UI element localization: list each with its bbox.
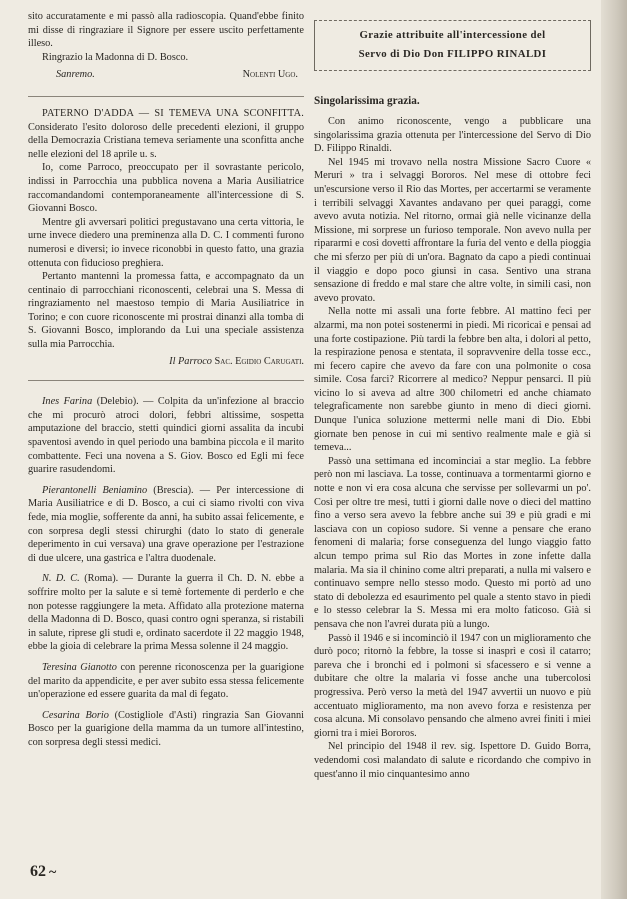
- intro-signature: [28, 68, 304, 82]
- entry-text: (Delebio). — Colpita da un'infezione al braccio che mi procurò atroci dolori, febbri altissime, sospetta amputazione del braccio, stetti quindici giorni assalita da incubi spaventosi avendo in quel periodo una bambina piccola e il marito combattente. Feci una novena a S. Giov. Bosco ed Egli mi fece guarire rasudendomi.: [28, 396, 304, 476]
- paterno-sign-role: Il Parroco: [169, 355, 212, 367]
- article-paragraph: Nel principio del 1948 il rev. sig. Ispettore D. Guido Borra, vedendomi così malandato di salute e ricordando che compivo in quest'anno il mio cinquantesimo anno: [314, 741, 591, 780]
- grace-entry: [28, 395, 304, 477]
- grace-entry: [28, 484, 304, 566]
- paterno-p3: Mentre gli avversari politici pregustavano una certa vittoria, le urne invece diedero una preminenza alla D. C. I commenti furono numerosi e diversi; io invece riconobbi in questo fatto, una grazia ottenuta con fiducioso preghiera.: [28, 216, 304, 269]
- box-line-1: Grazie attribuite all'intercessione del: [359, 29, 546, 41]
- intro-text: sito accuratamente e mi passò alla radioscopia. Quand'ebbe finito mi disse di ringraziare il Signore per essere uscito perfettamente illeso.: [28, 11, 304, 50]
- entry-text: (Roma). — Durante la guerra il Ch. D. N. ebbe a soffrire molto per la salute e si temè fortemente di perderlo e che non potesse raggiungere la meta. Affidato alla protezione materna della Madonna di D. Bosco, quasi contro ogni speranza, si ristabilì in salute, riprese gli studi e, ordinato sacerdote il 22 maggio 1948, ebbe la gioia di celebrare la prima Messa solenne il 24 maggio.: [28, 573, 304, 653]
- entry-name: N. D. C.: [42, 573, 80, 585]
- paterno-heading: PATERNO D'ADDA — SI TEMEVA UNA SCONFITTA.: [42, 107, 304, 119]
- intro-thanks: Ringrazio la Madonna di D. Bosco.: [42, 51, 189, 63]
- left-column: [28, 0, 304, 757]
- paterno-p2: Io, come Parroco, preoccupato per il sovrastante pericolo, indissi in Parrocchia una pubblica novena a Maria Ausiliatrice raccomandandomi contemporaneamente all'intercessione di S. Giovanni Bosco.: [28, 162, 304, 215]
- page-edge-shadow: [601, 0, 627, 899]
- entry-name: Teresina Gianotto: [42, 661, 117, 673]
- entry-name: Cesarina Borio: [42, 709, 109, 721]
- article-paragraph: Con animo riconoscente, vengo a pubblicare una singolarissima grazia ottenuta per l'intercessione del Servo di Dio D. Filippo Rinaldi.: [314, 116, 591, 155]
- box-line-2-prefix: Servo di Dio Don: [358, 48, 444, 60]
- paterno-paragraph-1: [28, 107, 304, 161]
- grace-entry: [28, 709, 304, 750]
- paterno-sign-name: Sac. Egidio Carugati.: [214, 355, 304, 367]
- intro-name: Nolenti Ugo.: [242, 69, 298, 81]
- page-number-value: 62: [30, 863, 46, 880]
- tilde-ornament-icon: ~: [49, 865, 57, 880]
- box-line-2: [319, 46, 586, 62]
- intro-place: Sanremo.: [56, 69, 95, 81]
- paterno-p1: Considerato l'esito doloroso delle precedenti elezioni, il gruppo della Democrazia Cristiana temeva seriamente una sconfitta anche nelle elezioni del 18 aprile u. s.: [28, 121, 304, 160]
- grace-entry: [28, 572, 304, 654]
- article-paragraph: Nel 1945 mi trovavo nella nostra Missione Sacro Cuore « Meruri » tra i selvaggi Bororos. Nel mese di ottobre feci un'escursione verso il Rio das Mortes, per accertarmi se veramente i terribili selvaggi Xavantes andavano per quei paraggi, come avevo avuta notizia. Nel ritorno, ormai già nelle vicinanze della Missione, mi sorprese un furioso temporale. Non avevo nulla per ripararmi e così dovetti affrontare la furia del vento e della pioggia che mi sferzo per più di un'ora. Bagnato da capo a piedi continuai il viaggio e dopo poco giunsi in casa. Sentivo una strana sensazione di freddo e mal stare che altre volte, in simili casi, non avevo provato.: [314, 156, 591, 304]
- article-paragraph: Passò il 1946 e si incominciò il 1947 con un miglioramento che durò poco; ritornò la febbre, la tosse si inasprì e così il catarro; pareva che i bronchi ed i polmoni si sfacessero e si venne a dubitare che oltre la malaria vi fosse anche una tubercolosi progressiva. Però verso la metà del 1947 avvertii un nuovo e più accentuato miglioramento, ma non avevo forza e resistenza per cosa alcuna. Mi consolavo pensando che almeno avrei finiti i miei giorni tra i miei Bororos.: [314, 632, 591, 739]
- section-title: Singolarissima grazia.: [314, 95, 420, 107]
- divider: [28, 380, 304, 381]
- entry-text: (Brescia). — Per intercessione di Maria Ausiliatrice e di D. Bosco, a cui ci siamo rivolti con viva fede, mia moglie, sofferente da anni, ha subito assai felicemente, e con sorpresa degli stessi chirurghi (dato lo stato di generale deperimento in cui versava) una grave operazione per l'estrazione di due ulcere, una gastrica e l'altra duodenale.: [28, 484, 305, 564]
- right-column: [314, 0, 591, 781]
- entry-text: (Costigliole d'Asti) ringrazia San Giovanni Bosco per la guarigione della mamma da un tumore all'intestino, con sorpresa degli stessi medici.: [28, 709, 304, 748]
- box-line-2-name: FILIPPO RINALDI: [447, 48, 547, 60]
- entry-name: Pierantonelli Beniamino: [42, 484, 148, 496]
- grace-entry: [28, 661, 304, 702]
- entry-text: con perenne riconoscenza per la guarigione del marito da appendicite, e per aver subito essa stessa felicemente un'operazione ed essere guarita da mal di fegato.: [28, 661, 304, 701]
- paterno-signature: [28, 355, 304, 369]
- entry-name: Ines Farina: [42, 396, 93, 408]
- article-paragraph: Nella notte mi assalì una forte febbre. Al mattino feci per alzarmi, ma non potei sostenermi in piedi. Mi ricoricai e pensai ad una forte costipazione. Più tardi la febbre ben alta, i dolori al petto, la respirazione penosa e stentata, il sopravvenire della tosse ecc., mi fecero capire che avevo da fare con una polmonite o cosa simile. Cosa farci? Ricorrere al medico? Neppur pensarci. Il più vicino lo si aveva ad altre 300 chilometri ed anche chiamato telegraficamente non sarebbe giunto in meno di dieci giorni. Dunque l'unica soluzione mettermi nelle mani di Dio. Ebbi giornate ben penose in cui mi sentivo realmente male e già si temeva...: [314, 306, 591, 454]
- divider: [28, 96, 304, 97]
- page-number: [30, 863, 56, 881]
- article-paragraph: Passò una settimana ed incominciai a star meglio. La febbre però non mi lasciava. La tosse, continuava a tormentarmi giorno e notte e non vi era cosa alcuna che servisse per sollevarmi un po'. Così per oltre tre mesi, tutti i giorni dalle nove o dieci del mattino fino a verso sera avevo la febbre anche sui 39 e più gradi e mi lasciava con un copioso sudore. Si venne a pensare che erano fenomeni di malaria; forse conseguenza del lungo viaggio fatto alcun tempo prima sul Rio das Mortes in zone infette dalla malaria. Ma sia il chinino come altri preparati, a nulla mi valsero e continuavo sempre nello stesso modo. Questo mi portò ad uno stato di debolezza ed esaurimento pel quale a stento stavo in piedi e lo stesso celebrar la S. Messa mi era molto faticoso. Già si pensava che non l'avrei durata più a lungo.: [314, 455, 591, 630]
- section-header-box: [314, 20, 591, 71]
- paterno-p4: Pertanto mantenni la promessa fatta, e accompagnato da un centinaio di parrocchiani riconoscenti, celebrai una S. Messa di ringraziamento nel maestoso tempio di Maria Ausiliatrice in Torino; e con cuore riconoscente mi prostrai dinanzi alla tomba di S. Giovanni Bosco, implorando da Lui una speciale assistenza sulla mia Parrocchia.: [28, 271, 304, 351]
